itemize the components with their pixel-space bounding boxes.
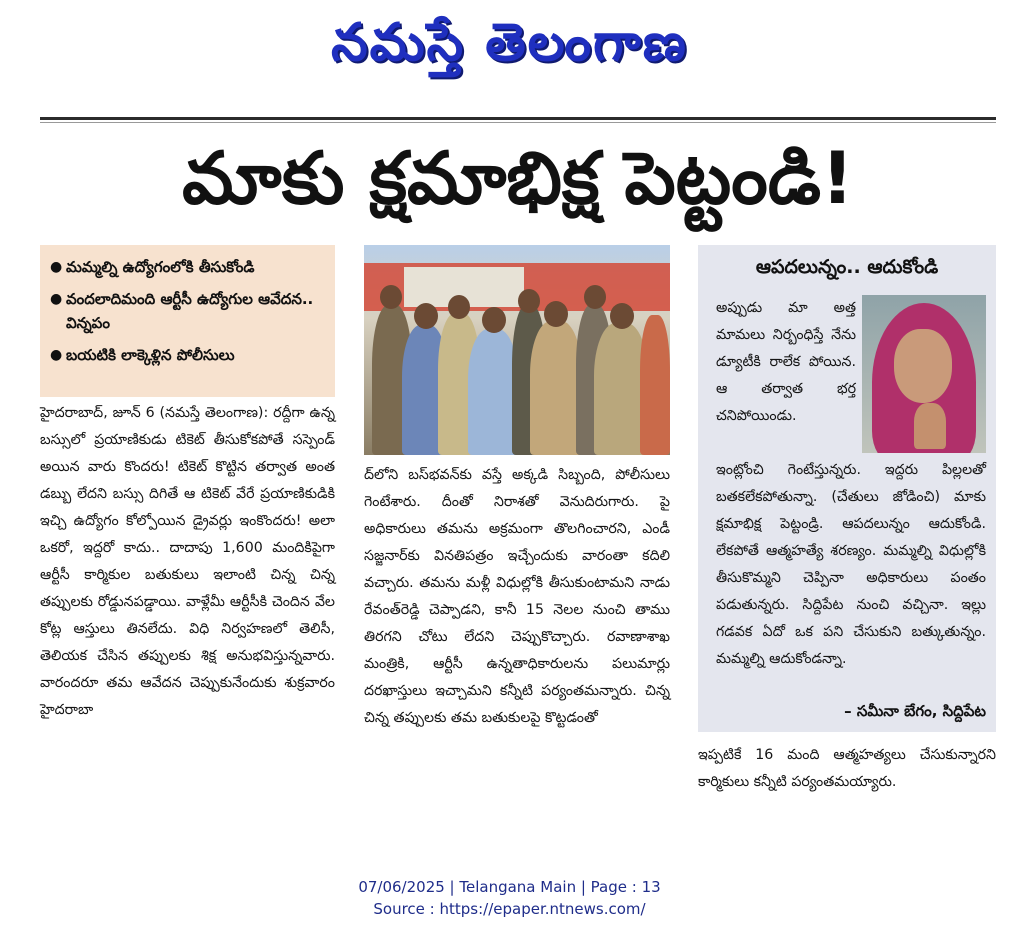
bullet-icon: ● xyxy=(50,347,63,363)
source-link[interactable]: Source : https://epaper.ntnews.com/ xyxy=(373,900,646,918)
bullet-icon: ● xyxy=(50,259,63,275)
highlight-box xyxy=(40,245,335,397)
highlight-item xyxy=(50,343,327,367)
edition-info: 07/06/2025 | Telangana Main | Page : 13 xyxy=(358,878,661,896)
highlight-text: వందలాదిమంది ఆర్టీసీ ఉద్యోగుల ఆవేదన.. విన్నపం xyxy=(66,290,314,332)
newspaper-logo: నమస్తే తెలంగాణ xyxy=(331,12,688,73)
quote-attribution: – సమీనా బేగం, సిద్దిపేట xyxy=(844,702,986,720)
article-column-1: హైదరాబాద్, జూన్ 6 (నమస్తే తెలంగాణ): రద్దీగా ఉన్న బస్సులో ప్రయాణికుడు టికెట్ తీసుకోకపోతే సస్పెండ్ అయిన వారు కొందరు! టికెట్ కొట్టిన తర్వాత అంత డబ్బు లేదని బస్సు దిగితే ఆ టికెట్ వేరే ప్రయాణికుడికి ఇచ్చి ఉద్యోగం కోల్పోయిన డ్రైవర్లు ఇంకొందరు! అలా ఒకరో, ఇద్దరో కాదు.. దాదాపు 1,600 మందికిపైగా ఆర్టీసీ కార్మికుల బతుకులు ఇలాంటి చిన్న చిన్న తప్పులకు రోడ్డునపడ్డాయి. వాళ్లేమీ ఆర్టీసీకి చెందిన వేల కోట్ల ఆస్తులు తినలేదు. విధి నిర్వహణలో తెలిసీ, తెలియక చేసిన తప్పులకు శిక్ష అనుభవిస్తున్నవారు. వారందరూ తమ ఆవేదన చెప్పుకునేందుకు శుక్రవారం హైదరాబా xyxy=(40,405,335,718)
bullet-icon: ● xyxy=(50,291,63,307)
sidebar-quote-intro: అప్పుడు మా అత్త మామలు నిర్బంధిస్తే నేను డ్యూటీకి రాలేక పోయిన. ఆ తర్వాత భర్త చనిపోయిండు. xyxy=(716,300,856,424)
portrait-photo xyxy=(862,295,986,453)
highlight-item xyxy=(50,287,327,335)
highlight-text: బయటికి లాక్కెళ్లిన పోలీసులు xyxy=(66,346,235,364)
header-rule xyxy=(40,117,996,120)
article-column-2: ద్‌లోని బస్‌భవన్‌కు వస్తే అక్కడి సిబ్బంది, పోలీసులు గెంటేశారు. దీంతో నిరాశతో వెనుదిరుగారు. పై అధికారులు తమను అక్రమంగా తొలగించారని, ఎండీ సజ్జనార్‌కు వినతిపత్రం ఇచ్చేందుకు వారంతా కదిలి వచ్చారు. తమను మళ్లీ విధుల్లోకి తీసుకుంటామని నాడు రేవంత్‌రెడ్డి చెప్పాడని, కానీ 15 నెలల నుంచి తాము తిరగని చోటు లేదని చెప్పుకొచ్చారు. రవాణాశాఖ మంత్రికి, ఆర్టీసీ ఉన్నతాధికారులను పలుమార్లు దరఖాస్తులు ఇచ్చామని కన్నీటి పర్యంతమన్నారు. చిన్న చిన్న తప్పులకు తమ బతుకులపై కొట్టడంతో xyxy=(364,467,670,726)
sidebar-title: ఆపదలున్నం.. ఆదుకోండి xyxy=(755,256,939,278)
page-footer xyxy=(0,876,1019,920)
article-column-3: ఇప్పటికే 16 మంది ఆత్మహత్యలు చేసుకున్నారని కార్మికులు కన్నీటి పర్యంతమయ్యారు. xyxy=(698,747,996,790)
news-photo xyxy=(364,245,670,455)
masthead xyxy=(0,6,1019,80)
header-rule-thin xyxy=(40,122,996,123)
sidebar-quote-body: ఇంట్లోంచి గెంటేస్తున్నరు. ఇద్దరు పిల్లలతో బతకలేకపోతున్నా. (చేతులు జోడించి) మాకు క్షమాభిక్ష పెట్టండ్రి. ఆపదలున్నం ఆదుకోండి. లేకపోతే ఆత్మహత్యే శరణ్యం. మమ్మల్ని విధుల్లోకి తీసుకొమ్మని చెప్పినా అధికారులు పంతం పడుతున్నరు. సిద్దిపేట నుంచి వచ్చినా. ఇల్లు గడవక ఏదో ఒక పని చేసుకుని బత్కుతున్నం. మమ్మల్ని ఆదుకోండన్నా. xyxy=(716,462,986,667)
quote-sidebar xyxy=(698,245,996,732)
highlight-text: మమ్మల్ని ఉద్యోగంలోకి తీసుకోండి xyxy=(66,258,255,276)
highlight-item xyxy=(50,255,327,279)
headline: మాకు క్షమాభిక్ష పెట్టండి! xyxy=(182,136,854,220)
